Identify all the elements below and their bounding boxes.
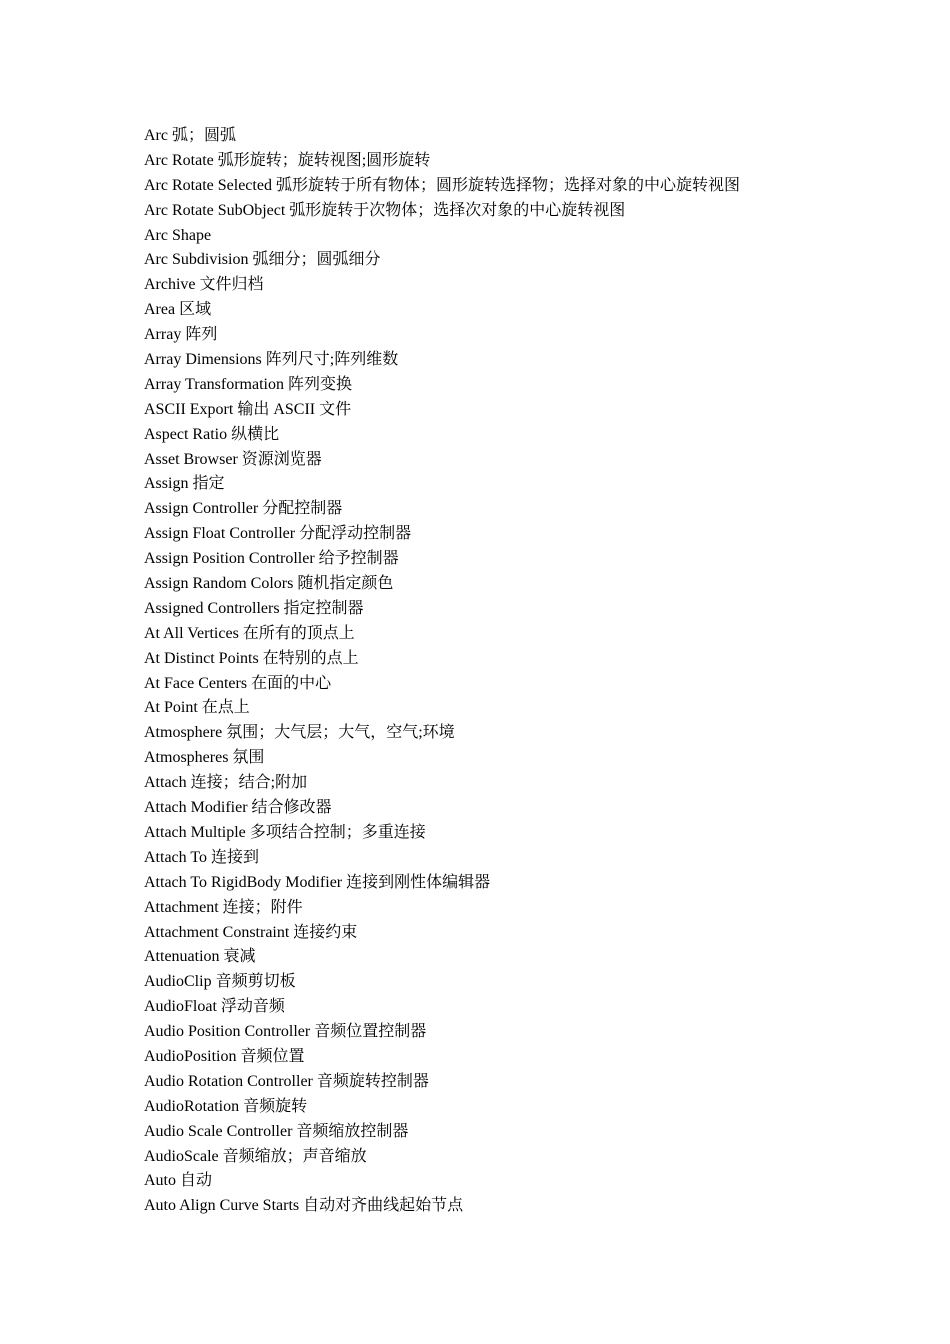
glossary-entry: AudioClip 音频剪切板 [144, 973, 296, 991]
glossary-entry: Assign Controller 分配控制器 [144, 500, 343, 518]
glossary-entry: Attach 连接；结合;附加 [144, 774, 308, 792]
glossary-entry: At Face Centers 在面的中心 [144, 674, 332, 692]
glossary-entry: Attachment 连接；附件 [144, 898, 303, 916]
glossary-entry: Assign Float Controller 分配浮动控制器 [144, 525, 412, 543]
glossary-entry: AudioFloat 浮动音频 [144, 998, 285, 1016]
glossary-entry: Assign Position Controller 给予控制器 [144, 550, 399, 568]
glossary-entry: Auto Align Curve Starts 自动对齐曲线起始节点 [144, 1197, 464, 1215]
glossary-entry: ASCII Export 输出 ASCII 文件 [144, 400, 352, 418]
glossary-entry: At Point 在点上 [144, 699, 250, 717]
glossary-entry: Archive 文件归档 [144, 276, 264, 294]
glossary-entry: Attach Multiple 多项结合控制；多重连接 [144, 823, 426, 841]
glossary-entry: Arc Subdivision 弧细分；圆弧细分 [144, 251, 381, 269]
glossary-entry: Attach To 连接到 [144, 848, 260, 866]
glossary-entry: Arc Shape [144, 226, 212, 244]
glossary-entry: Arc Rotate 弧形旋转；旋转视图;圆形旋转 [144, 151, 431, 169]
glossary-entry: AudioScale 音频缩放；声音缩放 [144, 1147, 367, 1165]
glossary-entry: Audio Scale Controller 音频缩放控制器 [144, 1122, 409, 1140]
glossary-list [144, 124, 904, 1219]
glossary-entry: Auto 自动 [144, 1172, 213, 1190]
glossary-entry: Aspect Ratio 纵横比 [144, 425, 280, 443]
glossary-entry: Arc Rotate SubObject 弧形旋转于次物体；选择次对象的中心旋转视图 [144, 201, 626, 219]
glossary-entry: Attenuation 衰减 [144, 948, 256, 966]
glossary-entry: Asset Browser 资源浏览器 [144, 450, 322, 468]
glossary-entry: AudioRotation 音频旋转 [144, 1097, 308, 1115]
glossary-entry: Assigned Controllers 指定控制器 [144, 599, 364, 617]
glossary-entry: Arc Rotate Selected 弧形旋转于所有物体；圆形旋转选择物；选择对象的中心旋转视图 [144, 176, 740, 194]
glossary-entry: Arc 弧；圆弧 [144, 127, 236, 144]
glossary-entry: Attachment Constraint 连接约束 [144, 923, 358, 941]
glossary-entry: Assign 指定 [144, 475, 225, 493]
glossary-entry: At Distinct Points 在特别的点上 [144, 649, 359, 667]
glossary-entry: Attach Modifier 结合修改器 [144, 799, 332, 817]
glossary-entry: Array Dimensions 阵列尺寸;阵列维数 [144, 351, 399, 369]
glossary-entry: Array Transformation 阵列变换 [144, 375, 352, 393]
glossary-entry: Audio Rotation Controller 音频旋转控制器 [144, 1072, 429, 1090]
glossary-entry: At All Vertices 在所有的顶点上 [144, 624, 355, 642]
glossary-entry: AudioPosition 音频位置 [144, 1047, 305, 1065]
glossary-entry: Area 区域 [144, 301, 212, 319]
glossary-entry: Atmosphere 氛围；大气层；大气，空气;环境 [144, 724, 455, 742]
glossary-entry: Attach To RigidBody Modifier 连接到刚性体编辑器 [144, 873, 491, 891]
glossary-entry: Atmospheres 氛围 [144, 749, 265, 767]
glossary-entry: Array 阵列 [144, 326, 218, 344]
glossary-entry: Audio Position Controller 音频位置控制器 [144, 1023, 427, 1041]
glossary-entry: Assign Random Colors 随机指定颜色 [144, 575, 394, 593]
